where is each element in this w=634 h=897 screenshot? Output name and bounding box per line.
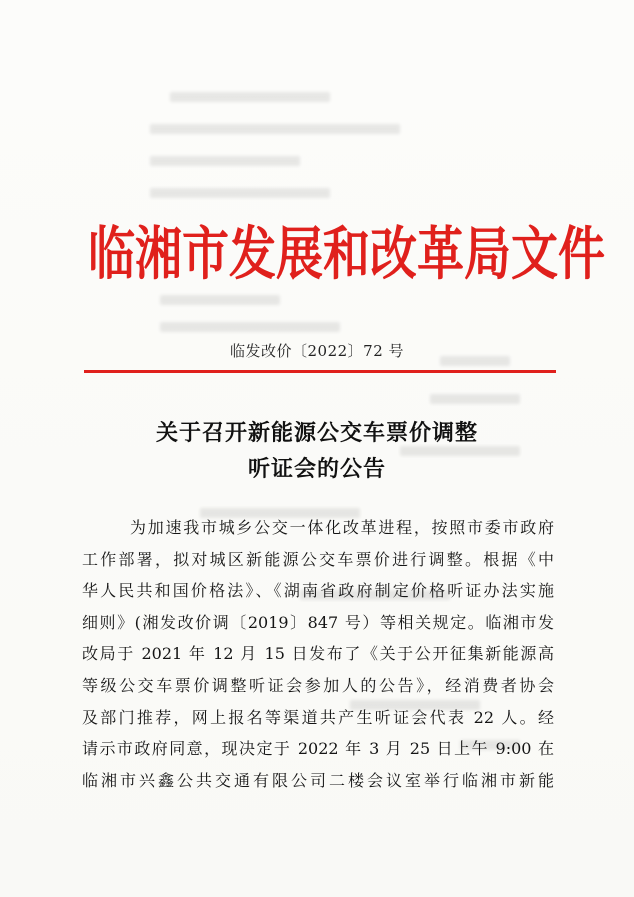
body-line: 请示市政府同意，现决定于 2022 年 3 月 25 日上午 9:00 在: [82, 739, 554, 759]
body-line: 为加速我市城乡公交一体化改革进程，按照市委市政府: [130, 518, 554, 537]
body-line: 及部门推荐，网上报名等渠道共产生听证会代表 22 人。经: [82, 707, 554, 727]
body-line: 改局于 2021 年 12 月 15 日发布了《关于公开征集新能源高: [82, 644, 554, 664]
document-number: 临发改价〔2022〕72 号: [229, 342, 405, 360]
body-line: 工作部署，拟对城区新能源公交车票价进行调整。根据《中: [82, 549, 554, 569]
red-separator-line: [84, 370, 556, 373]
notice-title-line-2: 听证会的公告: [247, 456, 386, 482]
issuing-authority-header: 临湘市发展和改革局文件: [88, 220, 605, 288]
body-line: 华人民共和国价格法》、《湖南省政府制定价格听证办法实施: [82, 581, 554, 601]
notice-body: [82, 512, 554, 796]
body-line: 细则》(湘发改价调〔2019〕847 号）等相关规定。临湘市发: [82, 612, 554, 632]
notice-title-line-1: 关于召开新能源公交车票价调整: [155, 420, 478, 446]
body-line: 临湘市兴鑫公共交通有限公司二楼会议室举行临湘市新能: [82, 770, 554, 790]
body-line: 等级公交车票价调整听证会参加人的公告》，经消费者协会: [82, 675, 554, 695]
